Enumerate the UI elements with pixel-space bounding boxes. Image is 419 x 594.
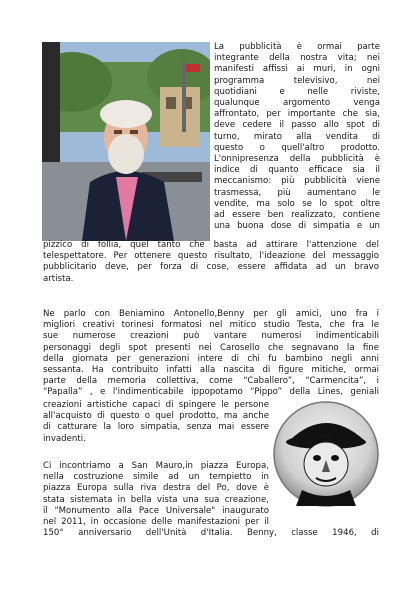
paragraph-2-line: parte della memoria collettiva, come “Caballero”, “Carmencita”, i xyxy=(43,376,379,387)
portrait-photo-art xyxy=(42,42,210,241)
paragraph-2-line: Ne parlo con Beniamino Antonello,Benny per gli amici, uno fra i xyxy=(43,309,379,319)
paragraph-2-side-line: creazioni artistiche capaci di spingere le persone xyxy=(43,400,269,410)
portrait-photo xyxy=(42,42,210,241)
intro-paragraph-line: L'onnipresenza della pubblicità è xyxy=(214,154,380,165)
intro-paragraph xyxy=(214,42,380,232)
paragraph-1-tail-line: pubblicitario deve, per forza di cose, essere affidata ad un bravo xyxy=(43,262,379,273)
caricature-art xyxy=(272,398,380,510)
paragraph-3-side-line: il "Monumento alla Pace Universale" inaugurato xyxy=(43,505,269,516)
intro-paragraph-line: ad essere ben realizzato, contiene xyxy=(214,210,380,221)
paragraph-3-side-text xyxy=(43,461,269,528)
intro-paragraph-line: indice di quanto efficace sia il xyxy=(214,165,380,176)
paragraph-2-line: sessanta. Ha contribuito infatti alla nascita di figure mitiche, ormai xyxy=(43,365,379,376)
intro-paragraph-line: La pubblicità è ormai parte xyxy=(214,42,380,52)
intro-paragraph-line: programma televisivo, nei xyxy=(214,75,380,86)
paragraph-3-side-line: Ci incontriamo a San Mauro,in piazza Europa, xyxy=(43,461,269,471)
intro-paragraph-line: meccanismo: più pubblicità viene xyxy=(214,176,380,187)
paragraph-3-last-line-text: 150° anniversario dell'Unità d'Italia. Benny, classe 1946, di xyxy=(43,528,379,538)
paragraph-1-tail-line: artista. xyxy=(43,273,74,284)
paragraph-2-line: personaggi degli spot presenti nei Carosello che segnavano la fine xyxy=(43,342,379,353)
paragraph-3-side-line: stata sistemata in bella vista una sua creazione, xyxy=(43,494,269,505)
intro-paragraph-line: deve cedere il passo allo spot di xyxy=(214,120,380,131)
paragraph-2-side-line: invadenti. xyxy=(43,433,86,444)
intro-paragraph-line: turno, mirato alla vendita di xyxy=(214,131,380,142)
paragraph-2-line: della giornata per generazioni intere di chi fu bambino negli anni xyxy=(43,353,379,364)
intro-paragraph-line: integrante della nostra vita; nei xyxy=(214,53,380,64)
paragraph-2-side-text xyxy=(43,400,269,445)
paragraph-3-side-line: nel 2011, in occasione delle manifestazioni per il xyxy=(43,517,269,528)
paragraph-3-side xyxy=(43,461,269,528)
paragraph-3-side-line: nella costruzione simile ad un tempietto in xyxy=(43,472,269,483)
intro-paragraph-line: una buona dose di simpatia e un xyxy=(214,221,380,232)
intro-paragraph-line: quotidiani e nelle riviste, xyxy=(214,86,380,97)
caricature-image xyxy=(272,398,380,510)
intro-text-column xyxy=(214,42,380,232)
paragraph-1-tail-line: telespettatore. Per ottenere questo risultato, l'ideazione del messaggio xyxy=(43,251,379,262)
paragraph-2-line: “Papalla” , e l'indimenticabile ippopotamo “Pippo” della Lines, geniali xyxy=(43,387,379,398)
paragraph-1-tail xyxy=(43,240,379,285)
paragraph-2-line: sue numerose creazioni può vantare numerosi indimenticabili xyxy=(43,331,379,342)
paragraph-2 xyxy=(43,309,379,399)
paragraph-2-line: migliori creativi torinesi formatosi nel mitico studio Testa, che fra le xyxy=(43,320,379,331)
intro-paragraph-line: trasmessa, più aumentano le xyxy=(214,187,380,198)
paragraph-1-tail-line: pizzico di follia, quel tanto che basta ad attirare l'attenzione del xyxy=(43,240,379,250)
intro-paragraph-line: vendite, ma solo se lo spot oltre xyxy=(214,198,380,209)
intro-paragraph-line: questo o quell'altro prodotto. xyxy=(214,142,380,153)
paragraph-2-side-line: di catturare la loro simpatia, senza mai essere xyxy=(43,422,269,433)
paragraph-3-side-line: piazza Europa sulla riva destra del Po, dove è xyxy=(43,483,269,494)
paragraph-2-side xyxy=(43,400,269,445)
intro-paragraph-line: affrontato, per importante che sia, xyxy=(214,109,380,120)
paragraph-3-last-line xyxy=(43,528,379,539)
paragraph-2-side-line: all'acquisto di questo o quel prodotto, ma anche xyxy=(43,411,269,422)
intro-paragraph-line: qualunque argomento venga xyxy=(214,98,380,109)
intro-paragraph-line: manifesti affissi ai muri, in ogni xyxy=(214,64,380,75)
